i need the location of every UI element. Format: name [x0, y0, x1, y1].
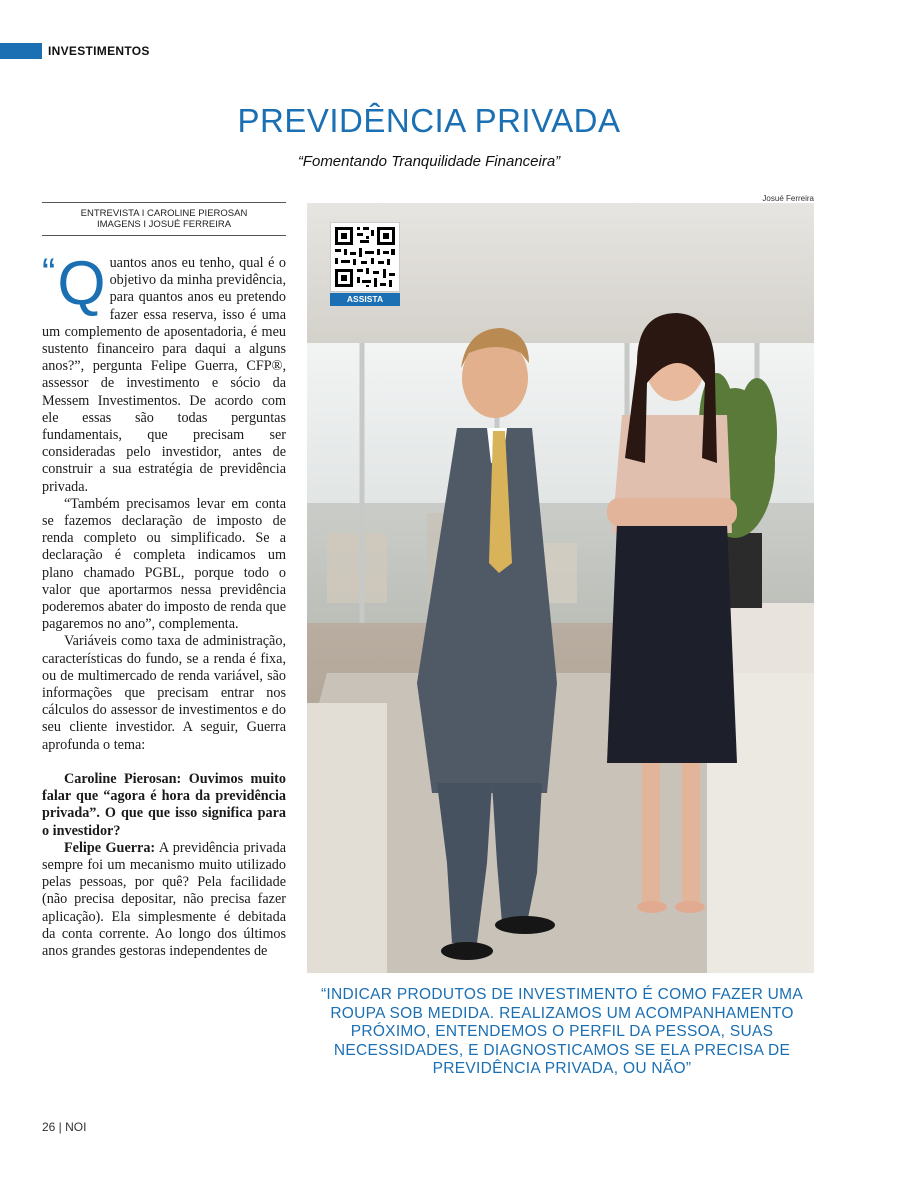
article-paragraph: Variáveis como taxa de administração, características do fundo, se a renda é fixa, ou de multimercado de renda variável, são informações que precisam entrar nos cálculos do assessor de investimentos e do seu cliente investidor. A seguir, Guerra aprofunda o tema: — [42, 633, 286, 753]
portrait-photo — [307, 203, 814, 973]
article-body — [42, 249, 286, 960]
article-paragraph — [42, 249, 286, 496]
page-footer: 26 | NOI — [42, 1120, 87, 1134]
images-credit: IMAGENS I JOSUÉ FERREIRA — [96, 219, 232, 230]
page-title: PREVIDÊNCIA PRIVADA — [237, 102, 621, 139]
section-color-bar — [0, 43, 42, 59]
watch-label[interactable]: ASSISTA — [330, 293, 400, 306]
interview-answer — [42, 840, 286, 960]
photo-illustration — [307, 203, 814, 973]
opening-quote-mark: “ — [42, 251, 56, 295]
page-subtitle: “Fomentando Tranquilidade Financeira” — [297, 153, 561, 170]
answer-speaker: Felipe Guerra: — [64, 839, 156, 856]
interview-credit: ENTREVISTA I CAROLINE PIEROSAN — [80, 208, 248, 219]
pull-quote: “INDICAR PRODUTOS DE INVESTIMENTO É COMO FAZER UMA ROUPA SOB MEDIDA. REALIZAMOS UM ACOMPANHAMENTO PRÓXIMO, ENTENDEMOS O PERFIL DA PESSOA, SUAS NECESSIDADES, E DIAGNOSTICAMOS SE ELA PRECISA DE PREVIDÊNCIA PRIVADA, OU NÃO” — [320, 986, 804, 1077]
qr-block[interactable] — [330, 222, 400, 308]
paragraph-text: uantos anos eu tenho, qual é o objetivo da minha previdência, para quantos anos eu pretendo fazer essa reserva, isso é uma um complemento de aposentadoria, é meu sustento financeiro para daqui a alguns anos?”, pergunta Felipe Guerra, CFP®, assessor de investimento e sócio da Messem Investimentos. De acordo com ele essas são todas perguntas fundamentais, que precisam ser consideradas pelo investidor, antes de construir a sua estratégia de previdência privada. — [42, 255, 286, 495]
photo-credit: Josué Ferreira — [762, 194, 814, 203]
drop-cap: Q — [57, 249, 106, 318]
section-label: INVESTIMENTOS — [48, 44, 150, 58]
answer-text: A previdência privada sempre foi um mecanismo muito utilizado pelas pessoas, por quê? Pela facilidade (não precisa depositar, não precisa fazer aplicação). Ela simplesmente é debitada da conta corrente. Ao longo dos últimos anos grandes gestoras independentes de — [42, 839, 286, 959]
qr-code-icon[interactable] — [330, 222, 400, 292]
credits-box — [42, 202, 286, 236]
article-paragraph: “Também precisamos levar em conta se fazemos declaração de imposto de renda completo ou simplificado. Se a declaração é completa indicamos um plano chamado PGBL, porque todo o valor que aportarmos nessa previdência poderemos abater do imposto de renda que pagaremos no ano”, complementa. — [42, 495, 286, 633]
interview-question: Caroline Pierosan: Ouvimos muito falar que “agora é hora da previdência privada”. O que que isso significa para o investidor? — [42, 770, 286, 839]
qr-code-graphic — [331, 223, 399, 291]
